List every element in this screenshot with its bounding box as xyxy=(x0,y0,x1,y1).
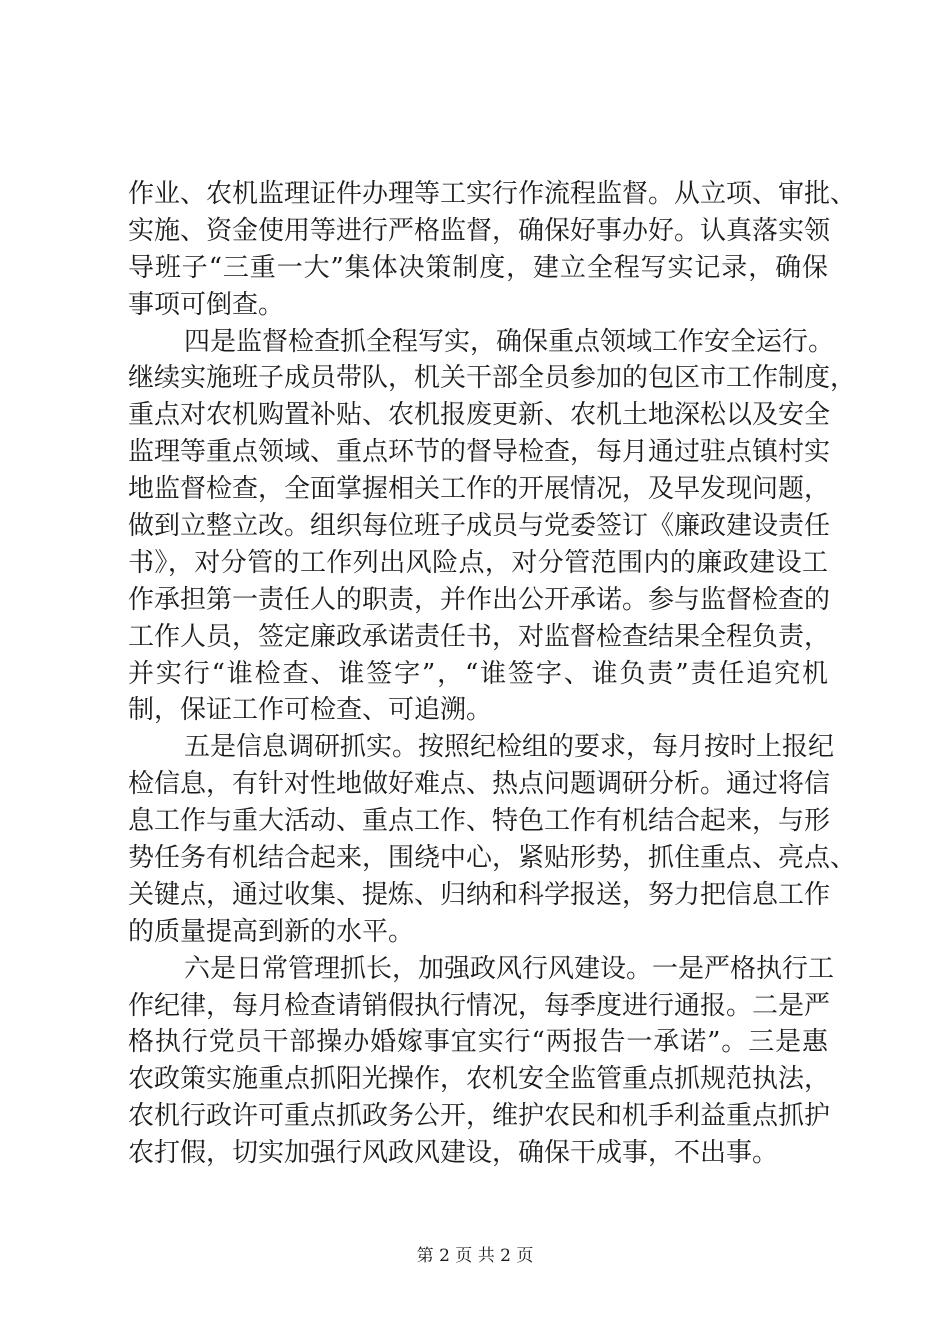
text-line: 检信息，有针对性地做好难点、热点问题调研分析。通过将信 xyxy=(128,769,831,800)
text-line: 的质量提高到新的水平。 xyxy=(128,916,415,947)
text-line: 制，保证工作可检查、可追溯。 xyxy=(128,695,493,726)
text-line: 导班子“三重一大”集体决策制度，建立全程写实记录，确保 xyxy=(128,252,828,283)
text-line: 地监督检查，全面掌握相关工作的开展情况，及早发现问题， xyxy=(128,474,831,505)
paragraph xyxy=(128,729,857,950)
text-line: 重点对农机购置补贴、农机报废更新、农机土地深松以及安全 xyxy=(128,400,831,431)
text-line: 并实行“谁检查、谁签字”，“谁签字、谁负责”责任追究机 xyxy=(128,658,828,689)
text-line: 势任务有机结合起来，围绕中心，紧贴形势，抓住重点、亮点、 xyxy=(128,843,857,874)
text-line: 书》，对分管的工作列出风险点，对分管范围内的廉政建设工 xyxy=(128,547,828,578)
text-line: 工作人员，签定廉政承诺责任书，对监督检查结果全程负责， xyxy=(128,621,831,652)
text-line: 农打假，切实加强行风政风建设，确保干成事，不出事。 xyxy=(128,1138,779,1169)
paragraph xyxy=(128,324,857,730)
text-line: 关键点，通过收集、提炼、归纳和科学报送，努力把信息工作 xyxy=(128,879,831,910)
text-line: 农政策实施重点抓阳光操作，农机安全监管重点抓规范执法， xyxy=(128,1064,831,1095)
text-line: 作业、农机监理证件办理等工实行作流程监督。从立项、审批、 xyxy=(128,179,857,209)
text-line: 作承担第一责任人的职责，并作出公开承诺。参与监督检查的 xyxy=(128,584,831,615)
text-line: 四是监督检查抓全程写实，确保重点领域工作安全运行。 xyxy=(184,326,835,357)
text-line: 格执行党员干部操办婚嫁事宜实行“两报告一承诺”。三是惠 xyxy=(128,1027,828,1058)
text-line: 实施、资金使用等进行严格监督，确保好事办好。认真落实领 xyxy=(128,215,831,246)
text-line: 息工作与重大活动、重点工作、特色工作有机结合起来，与形 xyxy=(128,806,831,837)
page-footer: 第 2 页 共 2 页 xyxy=(416,1246,534,1266)
text-line: 监理等重点领域、重点环节的督导检查，每月通过驻点镇村实 xyxy=(128,437,831,468)
document-body xyxy=(128,176,857,1172)
paragraph xyxy=(128,951,835,1172)
text-line: 继续实施班子成员带队，机关干部全员参加的包区市工作制度， xyxy=(128,363,857,394)
text-line: 五是信息调研抓实。按照纪检组的要求，每月按时上报纪 xyxy=(184,732,835,763)
text-line: 作纪律，每月检查请销假执行情况，每季度进行通报。二是严 xyxy=(128,990,831,1021)
text-line: 六是日常管理抓长，加强政风行风建设。一是严格执行工 xyxy=(184,953,835,984)
text-line: 农机行政许可重点抓政务公开，维护农民和机手利益重点抓护 xyxy=(128,1101,831,1132)
paragraph xyxy=(128,176,857,324)
text-line: 事项可倒查。 xyxy=(128,289,285,320)
text-line: 做到立整立改。组织每位班子成员与党委签订《廉政建设责任 xyxy=(128,511,831,542)
